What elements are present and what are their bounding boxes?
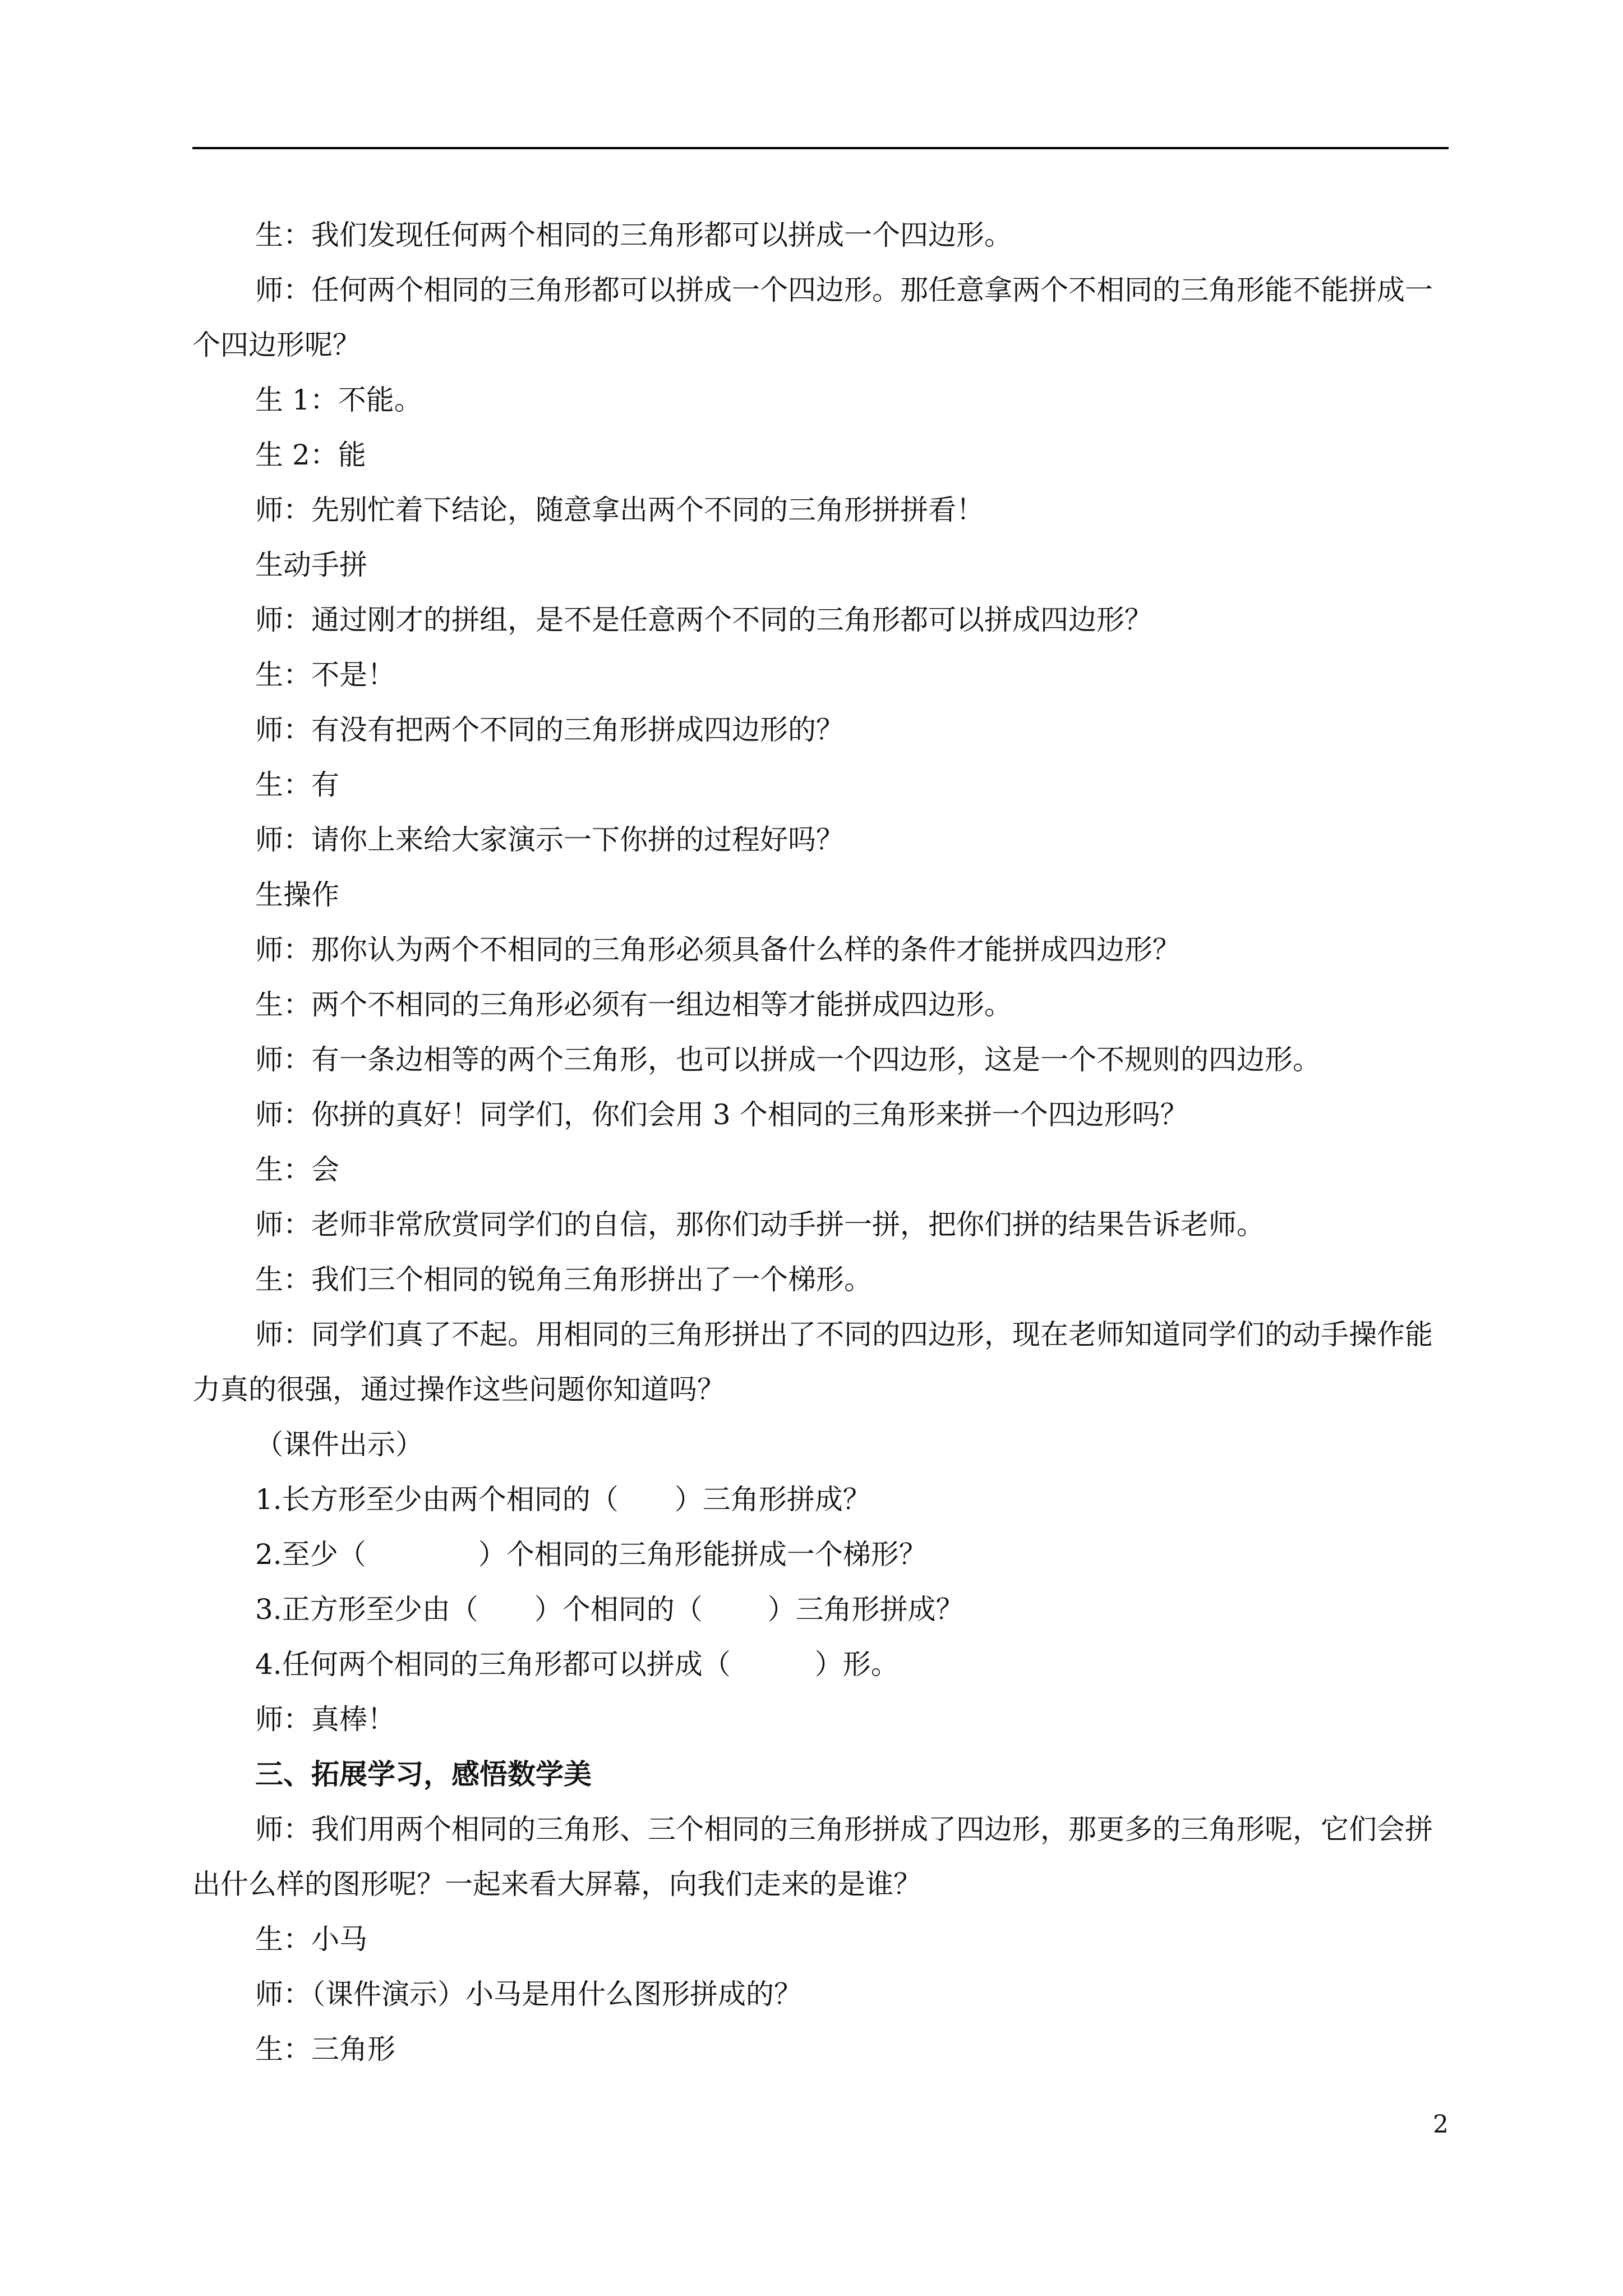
- paragraph-5: 师：先别忙着下结论，随意拿出两个不同的三角形拼拼看！: [255, 494, 984, 526]
- paragraph-12: 生操作: [255, 878, 339, 911]
- paragraph-1: 生：我们发现任何两个相同的三角形都可以拼成一个四边形。: [255, 219, 1012, 251]
- header-rule: [192, 147, 1449, 149]
- paragraph-11: 师：请你上来给大家演示一下你拼的过程好吗？: [255, 823, 844, 856]
- paragraph-9: 师：有没有把两个不同的三角形拼成四边形的？: [255, 714, 844, 746]
- paragraph-8: 生：不是！: [255, 659, 395, 691]
- paragraph-2: 师：任何两个相同的三角形都可以拼成一个四边形。那任意拿两个不相同的三角形能不能拼成一个四边形呢？: [192, 274, 1433, 361]
- paragraph-26: 师：真棒！: [255, 1703, 395, 1736]
- section-heading: 三、拓展学习，感悟数学美: [255, 1757, 592, 1791]
- question-3: 3.正方形至少由（ ）个相同的（ ）三角形拼成？: [255, 1593, 964, 1626]
- paragraph-3: 生 1：不能。: [255, 384, 422, 416]
- paragraph-14: 生：两个不相同的三角形必须有一组边相等才能拼成四边形。: [255, 988, 1012, 1021]
- paragraph-15: 师：有一条边相等的两个三角形，也可以拼成一个四边形，这是一个不规则的四边形。: [255, 1043, 1321, 1076]
- question-1: 1.长方形至少由两个相同的（ ）三角形拼成？: [255, 1483, 871, 1516]
- paragraph-28: 师：我们用两个相同的三角形、三个相同的三角形拼成了四边形，那更多的三角形呢，它们会拼出什么样的图形呢？一起来看大屏幕，向我们走来的是谁？: [192, 1813, 1433, 1901]
- paragraph-18: 师：老师非常欣赏同学们的自信，那你们动手拼一拼，把你们拼的结果告诉老师。: [255, 1208, 1265, 1241]
- paragraph-20: 师：同学们真了不起。用相同的三角形拼出了不同的四边形，现在老师知道同学们的动手操作能力真的很强，通过操作这些问题你知道吗？: [192, 1318, 1433, 1406]
- question-4: 4.任何两个相同的三角形都可以拼成（ ）形。: [255, 1648, 899, 1681]
- paragraph-29: 生：小马: [255, 1923, 367, 1955]
- paragraph-31: 生：三角形: [255, 2033, 395, 2065]
- paragraph-16: 师：你拼的真好！同学们，你们会用 3 个相同的三角形来拼一个四边形吗？: [255, 1098, 1188, 1131]
- paragraph-7: 师：通过刚才的拼组，是不是任意两个不同的三角形都可以拼成四边形？: [255, 604, 1152, 636]
- document-body: [192, 208, 1449, 2077]
- paragraph-17: 生：会: [255, 1153, 339, 1186]
- page-number: 2: [1433, 2110, 1449, 2139]
- paragraph-19: 生：我们三个相同的锐角三角形拼出了一个梯形。: [255, 1263, 872, 1296]
- paragraph-10: 生：有: [255, 769, 339, 801]
- paragraph-4: 生 2：能: [255, 439, 366, 471]
- question-2: 2.至少（ ）个相同的三角形能拼成一个梯形？: [255, 1538, 927, 1571]
- paragraph-6: 生动手拼: [255, 549, 367, 581]
- paragraph-13: 师：那你认为两个不相同的三角形必须具备什么样的条件才能拼成四边形？: [255, 933, 1181, 966]
- paragraph-21: （课件出示）: [255, 1428, 423, 1461]
- paragraph-30: 师：（课件演示）小马是用什么图形拼成的？: [255, 1978, 802, 2010]
